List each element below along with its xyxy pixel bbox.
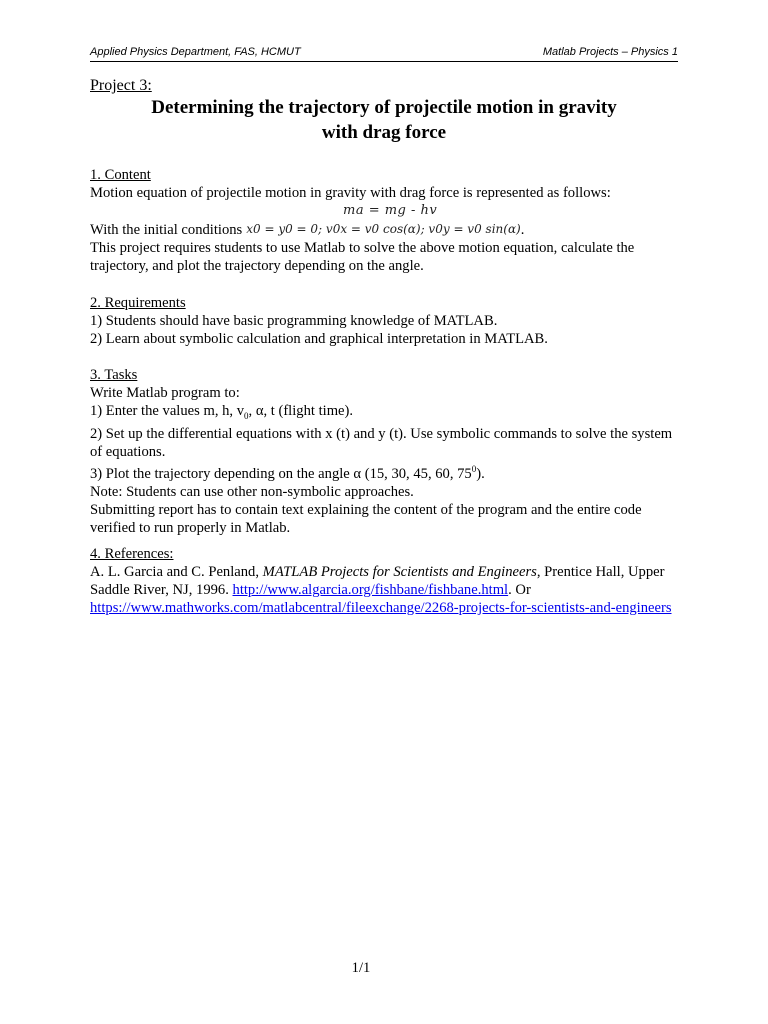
task-1-text-b: , α, t (flight time). (248, 402, 354, 419)
task-1-subscript: 0 (244, 410, 249, 421)
tasks-intro: Write Matlab program to: (90, 384, 240, 401)
reference-entry (90, 564, 680, 618)
header-right-text: Matlab Projects – Physics 1 (542, 46, 678, 58)
document-title (90, 96, 678, 145)
task-3-text-b: ). (476, 466, 485, 483)
task-item-2: 2) Set up the differential equations with x (t) and y (t). Use symbolic commands to solve the system of equations. (90, 425, 673, 460)
reference-authors: A. L. Garcia and C. Penland, (90, 563, 263, 580)
reference-book-title: MATLAB Projects for Scientists and Engineers (262, 563, 537, 580)
content-line-1: Motion equation of projectile motion in gravity with drag force is represented as follows: (90, 184, 611, 201)
initial-conditions-prefix: With the initial conditions (90, 222, 243, 238)
tasks-note: Note: Students can use other non-symbolic approaches. (90, 484, 414, 501)
initial-conditions-line (90, 222, 680, 240)
content-line-3: This project requires students to use Matlab to solve the above motion equation, calculate the trajectory, and plot the trajectory depending on the angle. (90, 239, 635, 274)
content-heading: 1. Content (90, 167, 151, 183)
tasks-section (90, 367, 680, 538)
requirements-heading: 2. Requirements (90, 295, 186, 311)
task-3-superscript: 0 (471, 464, 477, 475)
title-line-2: with drag force (321, 121, 447, 143)
tasks-submit: Submitting report has to contain text explaining the content of the program and the entire code verified to run properly in Matlab. (90, 502, 642, 537)
reference-link-mathworks[interactable]: https://www.mathworks.com/matlabcentral/fileexchange/2268-projects-for-scientists-and-engineers (90, 599, 672, 616)
initial-conditions-suffix: . (520, 222, 525, 238)
task-1-text-a: 1) Enter the values m, h, v (90, 402, 245, 419)
initial-conditions-equation: x0 = y0 = 0; v0x = v0 cos(α); v0y = v0 sin(α) (246, 222, 521, 236)
content-section-continued (90, 222, 680, 276)
reference-link-algarcia[interactable]: http://www.algarcia.org/fishbane/fishbane.html (232, 581, 509, 598)
references-section (90, 546, 680, 618)
tasks-heading: 3. Tasks (90, 367, 138, 383)
requirement-item-1: 1) Students should have basic programming knowledge of MATLAB. (90, 312, 498, 329)
motion-equation: ma = mg - hv (343, 203, 438, 218)
references-heading: 4. References: (90, 546, 174, 562)
reference-publisher: , Prentice Hall, Upper Saddle River, NJ, 1996. (90, 563, 665, 598)
content-section (90, 167, 680, 203)
page-number: 1/1 (351, 960, 371, 976)
task-item-3 (90, 461, 680, 484)
header-left-text: Applied Physics Department, FAS, HCMUT (90, 46, 301, 58)
task-3-text-a: 3) Plot the trajectory depending on the angle α (15, 30, 45, 60, 75 (90, 466, 472, 483)
page-header (90, 44, 678, 62)
task-item-1 (90, 403, 680, 426)
requirements-section (90, 295, 680, 349)
reference-or: . Or (508, 581, 531, 598)
title-line-1: Determining the trajectory of projectile motion in gravity (151, 97, 617, 118)
requirement-item-2: 2) Learn about symbolic calculation and graphical interpretation in MATLAB. (90, 330, 548, 347)
project-label: Project 3: (90, 77, 152, 94)
